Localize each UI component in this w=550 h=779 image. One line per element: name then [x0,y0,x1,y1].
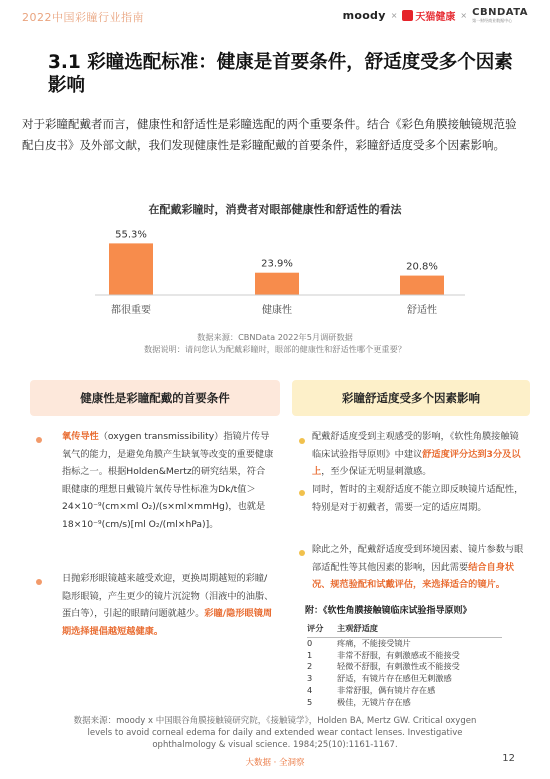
cbndata-sub-label: 第一财经商业数据中心 [472,17,513,23]
footer-source [0,715,550,751]
annex-title: 附：《软性角膜接触镜临床试验指导原则》 [305,606,472,616]
chart-source: 数据来源：CBNData 2022年5月调研数据 [197,332,353,342]
table-row [307,685,502,697]
brand-separator: × [460,10,468,20]
table-cell: 0 [307,638,313,648]
table-cell: 4 [307,684,313,695]
table-header-score: 评分 [307,623,337,638]
cbndata-logo [472,8,528,23]
table-cell: 极佳，无镜片存在感 [337,696,411,707]
tmall-icon [402,10,413,21]
chart-description: 数据说明：请问您认为配戴彩瞳时，眼部的健康性和舒适性哪个更重要？ [143,344,406,354]
comfort-paragraph-1 [312,428,524,481]
table-cell: 轻微不舒服，有刺激性或不能接受 [337,661,460,672]
report-title: 2022中国彩瞳行业指南 [22,11,144,24]
bullet-icon [299,438,305,444]
table-row [307,673,502,685]
table-row [307,638,502,650]
bullet-icon [36,579,42,585]
brand-separator: × [390,10,398,20]
comfort-p3-text: 除此之外，配戴舒适度受到环境因素、镜片参数与眼部适配性等其他因素的影响，因此需要 [312,544,524,573]
brand-logos [343,7,528,23]
table-header-comfort: 主观舒适度 [337,623,502,638]
chart-category-label: 健康性 [262,305,292,316]
chart-category-label: 都很重要 [111,305,151,316]
footer-brand: 大数据 · 全洞察 [245,758,305,768]
comfort-p1-highlight: 舒适度评分达到3分及以上 [312,448,521,477]
table-row [307,661,502,673]
oxygen-body: （oxygen transmissibility）指镜片传导氧气的能力，是避免角膜产生缺氧等改变的重要健康指标之一。根据Holden&Mertz的研究结果，符合眼健康的理想日戴镜片氧传导性标准为Dk/t值＞24×10⁻⁹(cm×ml O₂)/(s×ml×mmHg)，也就是18×10⁻⁹(cm/s)[ml O₂/(ml×hPa)]。 [62,431,274,530]
oxygen-paragraph [62,428,274,533]
comfort-paragraph-2: 同时，暂时的主观舒适度不能立即反映镜片适配性，特别是对于初戴者，需要一定的适应周期。 [312,484,524,513]
tmall-health-label: 天猫健康 [415,11,456,23]
bullet-icon [299,550,305,556]
table-cell: 舒适，有镜片存在感但无刺激感 [337,673,452,684]
top-bar [0,0,550,30]
cbndata-label: CBNDATA [472,6,528,18]
footer-source-line: levels to avoid corneal edema for daily and extended wear contact lenses. Investigative [87,728,463,738]
chart-value-label: 20.8% [406,261,438,273]
comfort-p3-highlight: 结合自身状况、规范验配和试戴评估，来选择适合的镜片。 [312,561,515,590]
table-cell: 疼痛，不能接受镜片 [337,638,411,648]
intro-paragraph: 对于彩瞳配戴者而言，健康性和舒适性是彩瞳选配的两个重要条件。结合《彩色角膜接触镜规范验配白皮书》及外部文献，我们发现健康性是彩瞳配戴的首要条件，彩瞳舒适度受多个因素影响。 [22,117,517,152]
page-number: 12 [502,753,515,764]
comfort-score-table [307,623,502,708]
comfort-p1-tail: ，至少保证无明显刺激感。 [321,466,432,477]
chart-bar [255,273,299,295]
comfort-paragraph-3 [312,541,524,594]
bullet-icon [299,490,305,496]
health-card-header: 健康性是彩瞳配戴的首要条件 [30,380,280,416]
table-cell: 2 [307,661,313,672]
footer-source-line: ophthalmology & visual science. 1984;25(10):1161-1167. [152,740,398,750]
comfort-card-header: 彩瞳舒适度受多个因素影响 [292,380,530,416]
daily-lens-paragraph [62,570,274,640]
chart-title: 在配戴彩瞳时，消费者对眼部健康性和舒适性的看法 [148,203,402,216]
table-header-row [307,623,502,638]
chart-value-label: 55.3% [115,229,147,241]
table-cell: 5 [307,696,313,707]
bullet-icon [36,437,42,443]
chart-note [0,331,550,355]
tmall-health-logo [402,8,455,23]
daily-lens-body: 日抛彩形眼镜越来越受欢迎，更换周期越短的彩瞳/隐形眼镜，产生更少的镜片沉淀物（泪液中的油脂、蛋白等），引起的眼睛问题就越少。 [62,573,274,619]
table-cell: 3 [307,673,313,684]
oxygen-term: 氧传导性 [62,431,99,442]
table-cell: 非常不舒服，有刺激感或不能接受 [337,649,460,660]
section-title: 3.1 彩瞳选配标准：健康是首要条件，舒适度受多个因素影响 [48,52,513,96]
daily-lens-highlight: 彩瞳/隐形眼镜周期选择提倡越短越健康。 [62,608,273,637]
bar-chart [0,215,550,327]
table-cell: 非常舒服，偶有镜片存在感 [337,684,436,695]
chart-category-label: 舒适性 [407,305,437,316]
table-row [307,650,502,662]
chart-value-label: 23.9% [261,258,293,270]
table-row [307,697,502,709]
chart-bar [400,276,444,295]
comfort-p1-text: 配戴舒适度受到主观感受的影响，《软性角膜接触镜临床试验指导原则》中建议 [312,431,519,460]
moody-logo: moody [342,8,386,22]
chart-bar [109,243,153,295]
footer-source-line: 数据来源：moody x 中国眼谷角膜接触镜研究院，《接触镜学》，Holden BA, Mertz GW. Critical oxygen [73,716,477,726]
table-cell: 1 [307,649,313,660]
